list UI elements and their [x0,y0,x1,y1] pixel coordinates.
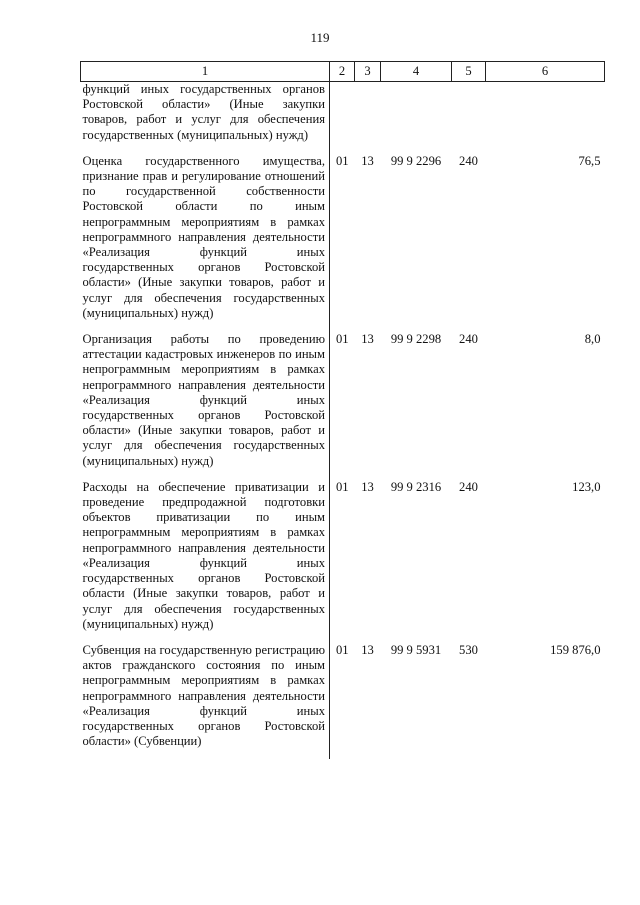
row-amount: 76,5 [578,153,601,168]
row-expense-type: 240 [459,153,478,168]
row-subsection: 13 [361,153,374,168]
header-col-1: 1 [81,62,330,82]
row-description: Оценка государственного имущества, признание прав и регулирование отношений по государственной собственности Ростовской области по иным непрограммным мероприятиям в рамках непрограммного направления деятельности «Реализация функций иных государственных органов Ростовской области» (Иные закупки товаров, работ и услуг для обеспечения государственных (муниципальных) нужд) [81,153,330,331]
row-expense-type: 240 [459,332,478,347]
row-target-article [381,82,452,153]
row-expense-type: 240 [459,479,478,494]
row-subsection: 13 [361,332,374,347]
row-amount: 8,0 [584,332,601,347]
header-col-4: 4 [381,62,452,82]
table-row [81,331,605,479]
row-expense-type: 530 [459,642,478,657]
row-description: Расходы на обеспечение приватизации и проведение предпродажной подготовки объектов приватизации по иным непрограммным мероприятиям в рамках непрограммного направления деятельности «Реализация функций иных государственных органов Ростовской области (Иные закупки товаров, работ и услуг для обеспечения государственных (муниципальных) нужд) [81,479,330,642]
table-row [81,153,605,331]
header-col-6: 6 [486,62,605,82]
table-row [81,479,605,642]
header-col-5: 5 [452,62,486,82]
row-description: Субвенция на государственную регистрацию актов гражданского состояния по иным непрограммным мероприятиям в рамках непрограммного направления деятельности «Реализация функций иных государственных органов Ростовской области» (Субвенции) [81,642,330,759]
row-section: 01 [335,642,349,657]
table-row [81,82,605,153]
row-description: функций иных государственных органов Ростовской области» (Иные закупки товаров, работ и услуг для обеспечения государственных (муниципальных) нужд) [81,82,330,153]
table-row [81,642,605,759]
row-expense-type [452,82,486,153]
row-target-article: 99 9 2298 [390,332,442,347]
row-amount: 159 876,0 [550,642,601,657]
row-subsection [355,82,381,153]
row-amount: 123,0 [572,479,601,494]
row-section [330,82,355,153]
header-col-3: 3 [355,62,381,82]
row-section: 01 [335,332,349,347]
row-target-article: 99 9 5931 [390,642,442,657]
header-col-2: 2 [330,62,355,82]
row-subsection: 13 [361,479,374,494]
row-section: 01 [335,479,349,494]
row-target-article: 99 9 2296 [390,153,442,168]
row-target-article: 99 9 2316 [390,479,442,494]
row-section: 01 [335,153,349,168]
row-amount [486,82,605,153]
row-description: Организация работы по проведению аттестации кадастровых инженеров по иным непрограммным мероприятиям в рамках непрограммного направления деятельности «Реализация функций иных государственных органов Ростовской области» (Иные закупки товаров, работ и услуг для обеспечения государственных (муниципальных) нужд) [81,331,330,479]
row-subsection: 13 [361,642,374,657]
page-number: 119 [310,30,330,45]
budget-table [80,61,605,759]
table-header [81,62,605,82]
